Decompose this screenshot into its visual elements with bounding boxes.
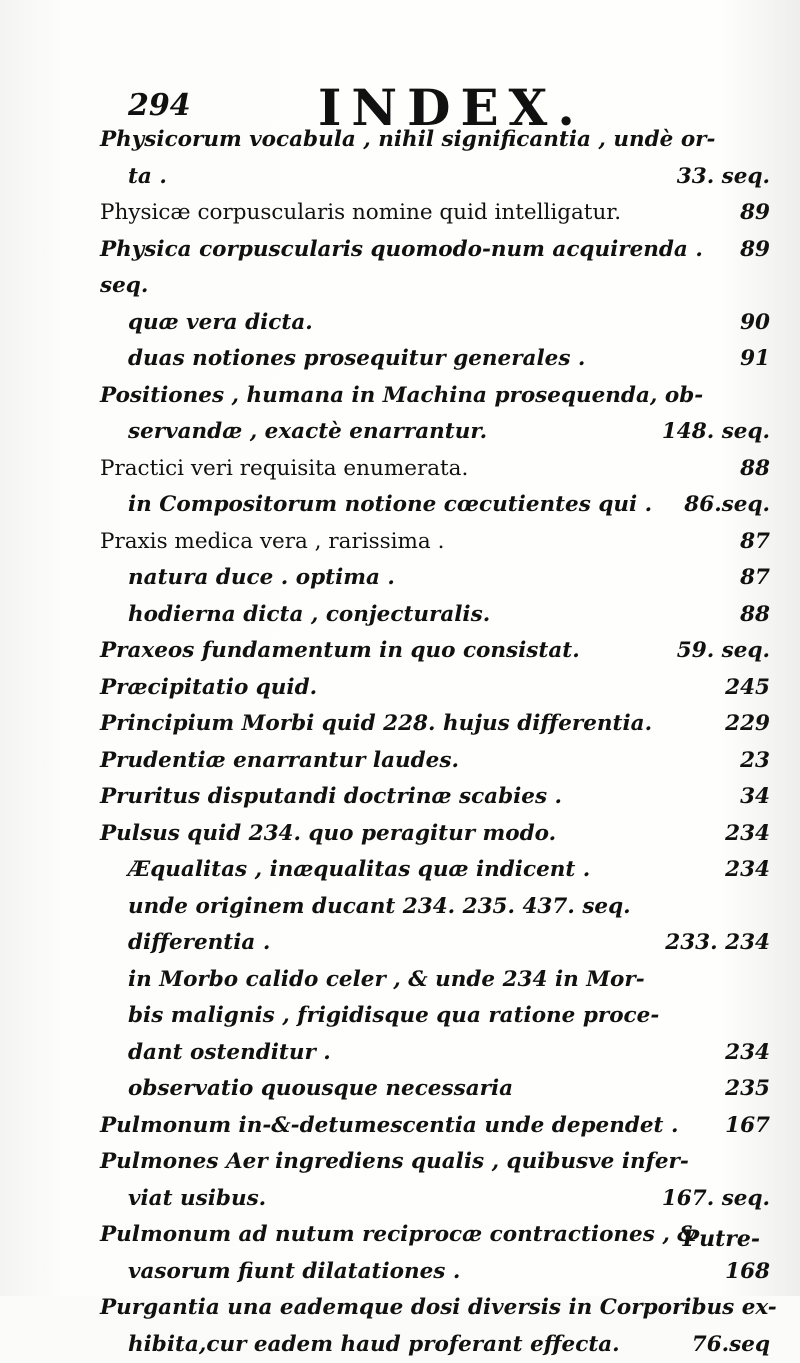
index-entry-page-ref: 234 <box>725 1035 770 1072</box>
index-entry-page-ref: 34 <box>740 779 770 816</box>
index-entry <box>100 889 770 926</box>
index-entry <box>100 1108 770 1145</box>
index-entry <box>100 451 770 488</box>
index-entry-text: Pulmonum in-&-detumescentia unde dependet . <box>100 1113 678 1138</box>
index-entry <box>100 524 770 561</box>
index-entry-text: duas notiones prosequitur generales . <box>128 346 585 371</box>
index-entry-text: observatio quousque necessaria <box>128 1076 513 1101</box>
index-entry <box>100 1071 770 1108</box>
index-entry-text: Positiones , humana in Machina prosequenda, ob- <box>100 383 703 408</box>
index-entry-text: Purgantia una eademque dosi diversis in Corporibus ex- <box>100 1295 777 1320</box>
index-entry-list <box>100 122 770 1363</box>
index-entry <box>100 1144 770 1181</box>
index-entry-text: Physicæ corpuscularis nomine quid intelligatur. <box>100 200 621 225</box>
index-entry-page-ref: 76.seq <box>692 1327 770 1363</box>
index-entry-page-ref: 167. seq. <box>662 1181 770 1218</box>
index-entry <box>100 962 770 999</box>
index-entry-text: hodierna dicta , conjecturalis. <box>128 602 490 627</box>
index-entry-page-ref: 86.seq. <box>684 487 770 524</box>
index-entry-text: seq. <box>100 273 148 298</box>
index-entry-page-ref: 87 <box>740 524 770 561</box>
index-entry <box>100 1217 770 1254</box>
index-entry <box>100 378 770 415</box>
index-entry-text: Prudentiæ enarrantur laudes. <box>100 748 459 773</box>
index-entry-text: vasorum fiunt dilatationes . <box>128 1259 460 1284</box>
index-entry <box>100 925 770 962</box>
index-entry-page-ref: 89 <box>740 195 770 232</box>
index-entry-text: Physicorum vocabula , nihil significantia , undè or- <box>100 127 715 152</box>
index-entry-page-ref: 89 <box>740 232 770 269</box>
index-entry-text: servandæ , exactè enarrantur. <box>128 419 487 444</box>
catchword: Putre- <box>683 1226 760 1252</box>
index-entry <box>100 268 770 305</box>
index-entry <box>100 1254 770 1291</box>
index-entry <box>100 670 770 707</box>
index-entry-page-ref: 229 <box>725 706 770 743</box>
index-entry-text: Praxis medica vera , rarissima . <box>100 529 444 554</box>
index-entry-text: bis malignis , frigidisque qua ratione proce- <box>128 1003 659 1028</box>
index-entry-text: dant ostenditur . <box>128 1040 331 1065</box>
index-entry-text: Physica corpuscularis quomodo-num acquirenda . <box>100 237 703 262</box>
index-entry <box>100 122 770 159</box>
index-entry-page-ref: 59. seq. <box>677 633 770 670</box>
running-head: INDEX. <box>318 78 585 137</box>
index-entry-text: in Morbo calido celer , & unde 234 in Mor- <box>128 967 645 992</box>
index-entry-page-ref: 33. seq. <box>677 159 770 196</box>
index-entry <box>100 743 770 780</box>
index-entry-text: Principium Morbi quid 228. hujus differentia. <box>100 711 652 736</box>
page-number: 294 <box>128 88 191 123</box>
index-entry-text: Praxeos fundamentum in quo consistat. <box>100 638 580 663</box>
index-entry-text: Pulmonum ad nutum reciprocæ contractiones , & <box>100 1222 697 1247</box>
index-entry-page-ref: 90 <box>740 305 770 342</box>
index-entry-page-ref: 168 <box>725 1254 770 1291</box>
index-entry-page-ref: 167 <box>725 1108 770 1145</box>
index-entry <box>100 305 770 342</box>
index-entry <box>100 414 770 451</box>
index-entry-text: Pulmones Aer ingrediens qualis , quibusve infer- <box>100 1149 689 1174</box>
index-entry-page-ref: 88 <box>740 597 770 634</box>
index-entry-text: Practici veri requisita enumerata. <box>100 456 468 481</box>
index-entry-text: differentia . <box>128 930 270 955</box>
index-entry-page-ref: 148. seq. <box>662 414 770 451</box>
index-entry <box>100 706 770 743</box>
index-entry-text: unde originem ducant 234. 235. 437. seq. <box>128 894 631 919</box>
index-entry-text: Præcipitatio quid. <box>100 675 317 700</box>
index-entry <box>100 159 770 196</box>
index-entry <box>100 232 770 269</box>
index-entry-text: in Compositorum notione cœcutientes qui . <box>128 492 652 517</box>
index-entry-page-ref: 233. 234 <box>665 925 770 962</box>
index-entry-page-ref: 235 <box>725 1071 770 1108</box>
index-entry <box>100 998 770 1035</box>
index-entry-text: ta . <box>128 164 167 189</box>
index-entry-page-ref: 234 <box>725 816 770 853</box>
index-entry-text: Pulsus quid 234. quo peragitur modo. <box>100 821 556 846</box>
index-entry <box>100 1327 770 1363</box>
index-entry-page-ref: 234 <box>725 852 770 889</box>
index-entry <box>100 816 770 853</box>
index-entry <box>100 597 770 634</box>
index-entry <box>100 195 770 232</box>
index-entry-page-ref: 245 <box>725 670 770 707</box>
index-entry <box>100 487 770 524</box>
index-entry <box>100 341 770 378</box>
index-entry-text: Pruritus disputandi doctrinæ scabies . <box>100 784 562 809</box>
index-entry-page-ref: 91 <box>740 341 770 378</box>
index-entry-text: quæ vera dicta. <box>128 310 313 335</box>
index-entry-page-ref: 88 <box>740 451 770 488</box>
index-entry-page-ref: 23 <box>740 743 770 780</box>
index-entry-text: Æqualitas , inæqualitas quæ indicent . <box>128 857 590 882</box>
index-entry-text: hibita,cur eadem haud proferant effecta. <box>128 1332 620 1357</box>
index-entry-page-ref: 87 <box>740 560 770 597</box>
index-entry <box>100 1181 770 1218</box>
index-entry <box>100 1035 770 1072</box>
index-entry <box>100 633 770 670</box>
index-entry-text: viat usibus. <box>128 1186 266 1211</box>
index-entry-text: natura duce . optima . <box>128 565 395 590</box>
index-entry <box>100 1290 770 1327</box>
index-entry <box>100 852 770 889</box>
index-entry <box>100 779 770 816</box>
index-entry <box>100 560 770 597</box>
page-header <box>128 70 718 122</box>
